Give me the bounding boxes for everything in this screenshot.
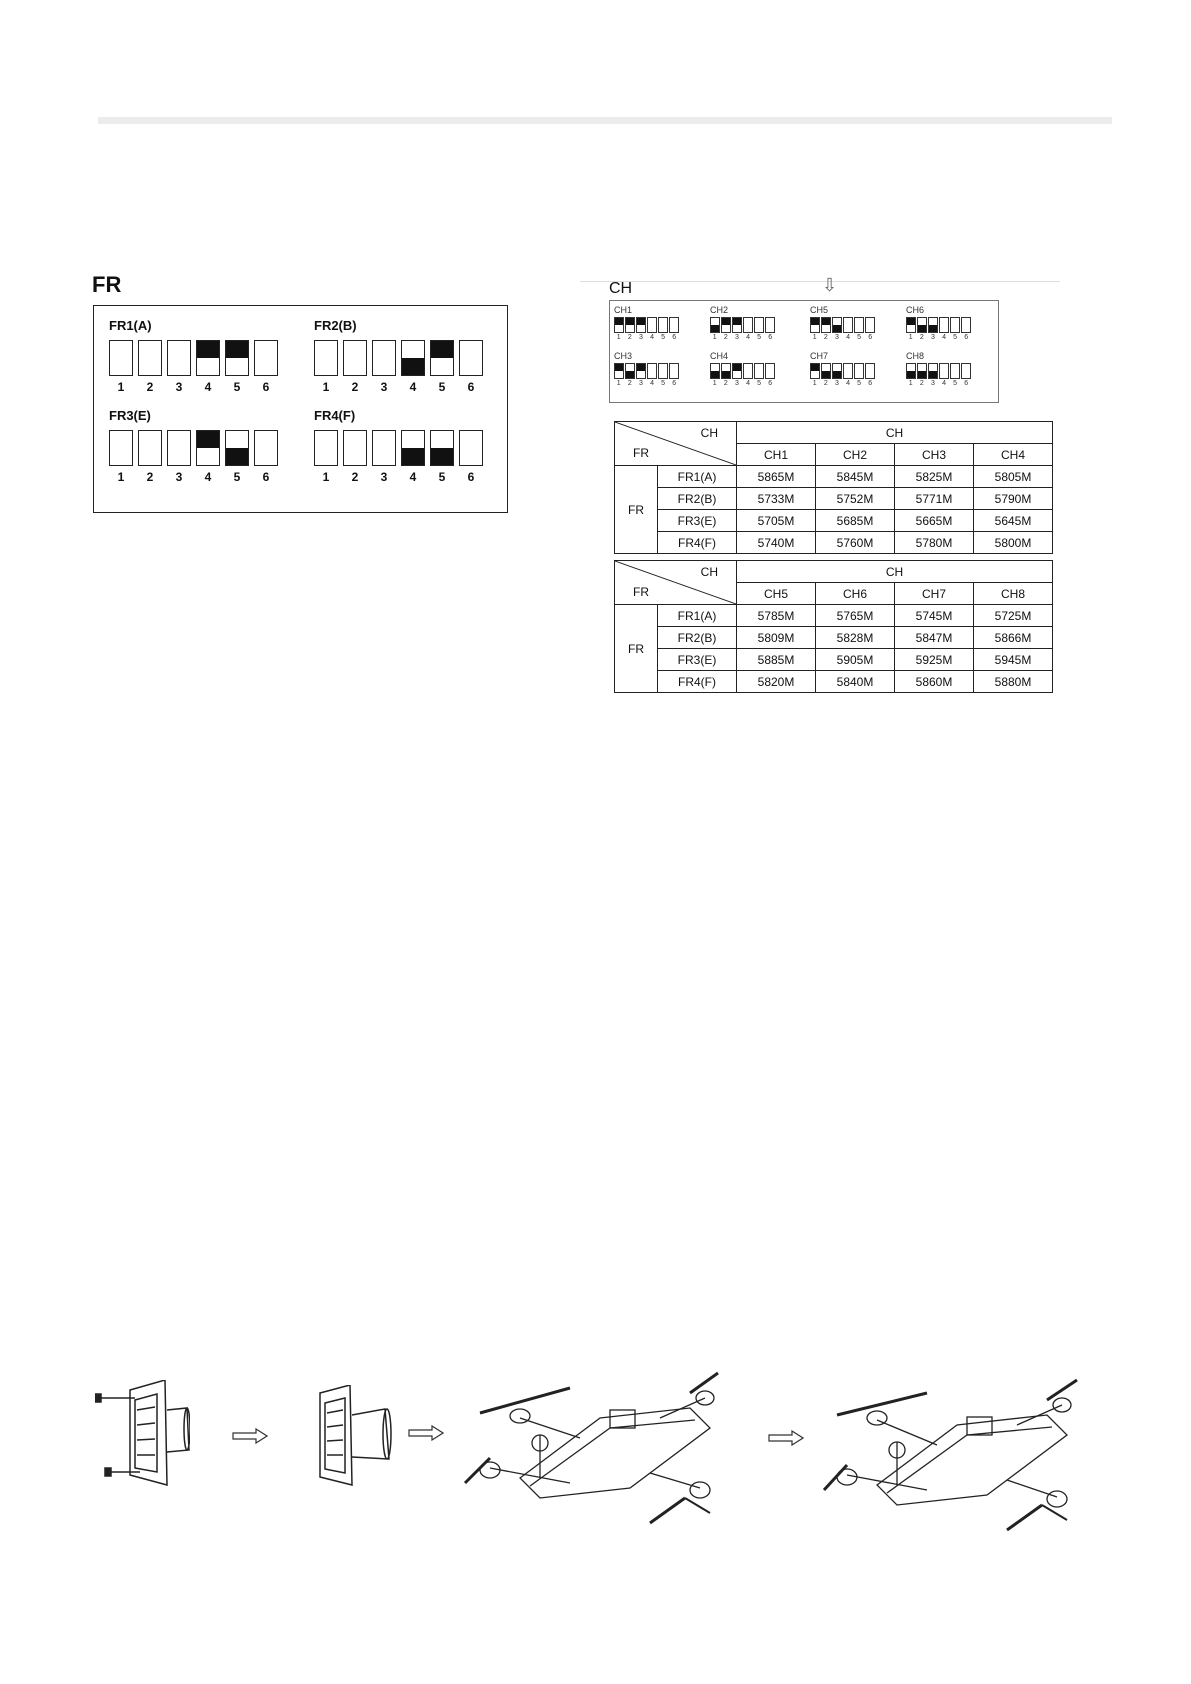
- freq-cell: 5820M: [737, 671, 816, 693]
- switch-number-row: [109, 470, 278, 484]
- mini-dip-switch: [614, 317, 624, 333]
- mini-dip-switch: [614, 363, 624, 379]
- ch-group-label: CH2: [710, 305, 729, 315]
- freq-cell: 5885M: [737, 649, 816, 671]
- switch-number: 6: [868, 380, 873, 387]
- mini-dip-switch: [625, 317, 635, 333]
- switch-number: 2: [919, 334, 924, 341]
- switch-number: 6: [768, 334, 773, 341]
- column-header: CH7: [895, 583, 974, 605]
- switch-number: 2: [823, 380, 828, 387]
- dip-switch: [109, 340, 133, 376]
- switch-number: 6: [964, 380, 969, 387]
- column-header: CH8: [974, 583, 1053, 605]
- switch-number: 2: [723, 334, 728, 341]
- switch-number: 4: [846, 334, 850, 341]
- switch-number: 6: [672, 380, 677, 387]
- switch-number: 4: [204, 470, 212, 484]
- switch-number: 5: [233, 470, 241, 484]
- fr-row-group: FR: [615, 605, 658, 693]
- mini-switch-row: [614, 317, 679, 333]
- switch-number-row: [109, 380, 278, 394]
- mini-dip-switch: [669, 363, 679, 379]
- mini-dip-switch: [821, 317, 831, 333]
- mini-dip-switch: [647, 363, 657, 379]
- dip-switch: [109, 430, 133, 466]
- dip-switch: [459, 340, 483, 376]
- freq-cell: 5866M: [974, 627, 1053, 649]
- mini-number-row: [710, 380, 775, 387]
- dip-switch: [430, 430, 454, 466]
- frequency-table-ch1-4: [614, 421, 1053, 554]
- right-arrow-icon: [768, 1430, 804, 1446]
- row-label: FR2(B): [658, 627, 737, 649]
- quadcopter-illustration: [460, 1368, 740, 1548]
- freq-cell: 5705M: [737, 510, 816, 532]
- dip-switch: [167, 340, 191, 376]
- freq-cell: 5847M: [895, 627, 974, 649]
- table-corner: [615, 422, 737, 466]
- mini-dip-switch: [636, 317, 646, 333]
- mini-switch-row: [710, 363, 775, 379]
- switch-number: 5: [438, 470, 446, 484]
- mini-dip-switch: [832, 363, 842, 379]
- freq-cell: 5771M: [895, 488, 974, 510]
- camera-with-screws-illustration: [95, 1380, 190, 1490]
- mini-switch-row: [810, 317, 875, 333]
- switch-number: 5: [233, 380, 241, 394]
- mini-switch-row: [906, 317, 971, 333]
- mini-dip-switch: [754, 317, 764, 333]
- switch-number: 3: [734, 334, 739, 341]
- mini-switch-row: [906, 363, 971, 379]
- dip-switch: [314, 430, 338, 466]
- switch-number: 1: [812, 380, 817, 387]
- freq-cell: 5925M: [895, 649, 974, 671]
- switch-number: 3: [834, 380, 839, 387]
- switch-number: 5: [953, 334, 958, 341]
- switch-number: 1: [712, 334, 717, 341]
- dip-switch: [225, 430, 249, 466]
- mini-dip-switch: [658, 363, 668, 379]
- switch-number: 4: [204, 380, 212, 394]
- column-header: CH3: [895, 444, 974, 466]
- table-corner: [615, 561, 737, 605]
- switch-number-row: [314, 470, 483, 484]
- switch-number: 3: [638, 380, 643, 387]
- freq-cell: 5665M: [895, 510, 974, 532]
- freq-cell: 5740M: [737, 532, 816, 554]
- switch-number: 3: [834, 334, 839, 341]
- switch-number: 4: [942, 380, 946, 387]
- dip-switch: [138, 340, 162, 376]
- row-label: FR4(F): [658, 532, 737, 554]
- switch-number: 4: [650, 334, 654, 341]
- freq-cell: 5745M: [895, 605, 974, 627]
- mini-dip-switch: [732, 363, 742, 379]
- dip-switch: [196, 430, 220, 466]
- down-arrow-icon: ⇩: [822, 275, 838, 295]
- frequency-table-ch5-8: [614, 560, 1053, 693]
- switch-number: 2: [351, 380, 359, 394]
- mini-dip-switch: [854, 317, 864, 333]
- switch-number: 4: [746, 380, 750, 387]
- switch-number: 1: [616, 334, 621, 341]
- dip-switch: [343, 340, 367, 376]
- dip-switch: [430, 340, 454, 376]
- mini-number-row: [906, 380, 971, 387]
- switch-number: 1: [117, 380, 125, 394]
- ch-group-label: CH7: [810, 351, 829, 361]
- mini-dip-switch: [832, 317, 842, 333]
- switch-number: 6: [262, 470, 270, 484]
- ch-group-label: CH1: [614, 305, 633, 315]
- freq-cell: 5733M: [737, 488, 816, 510]
- ch-group-label: CH8: [906, 351, 925, 361]
- corner-ch-label: CH: [700, 426, 718, 440]
- mini-number-row: [710, 334, 775, 341]
- fr-title: FR: [92, 272, 122, 297]
- fr-dip-panel: [93, 305, 508, 513]
- switch-number: 5: [661, 334, 666, 341]
- mini-number-row: [810, 380, 875, 387]
- mini-dip-switch: [961, 317, 971, 333]
- fr-group-label: FR2(B): [314, 318, 357, 333]
- ch-header: CH: [737, 561, 1053, 583]
- freq-cell: 5809M: [737, 627, 816, 649]
- switch-number: 6: [672, 334, 677, 341]
- freq-cell: 5645M: [974, 510, 1053, 532]
- mini-dip-switch: [710, 363, 720, 379]
- dip-switch-row: [314, 430, 483, 466]
- column-header: CH6: [816, 583, 895, 605]
- switch-number: 1: [322, 380, 330, 394]
- freq-cell: 5840M: [816, 671, 895, 693]
- fr-group-label: FR4(F): [314, 408, 356, 423]
- mini-dip-switch: [721, 317, 731, 333]
- mini-dip-switch: [810, 363, 820, 379]
- row-label: FR2(B): [658, 488, 737, 510]
- dip-switch-row: [314, 340, 483, 376]
- switch-number: 2: [627, 334, 632, 341]
- switch-number: 3: [175, 470, 183, 484]
- freq-cell: 5805M: [974, 466, 1053, 488]
- column-header: CH1: [737, 444, 816, 466]
- freq-cell: 5785M: [737, 605, 816, 627]
- dip-switch: [138, 430, 162, 466]
- freq-cell: 5880M: [974, 671, 1053, 693]
- right-arrow-icon: [408, 1425, 444, 1441]
- switch-number: 5: [661, 380, 666, 387]
- switch-number: 6: [868, 334, 873, 341]
- switch-number: 2: [146, 470, 154, 484]
- mini-dip-switch: [743, 317, 753, 333]
- row-label: FR1(A): [658, 605, 737, 627]
- switch-number: 5: [857, 380, 862, 387]
- mini-dip-switch: [732, 317, 742, 333]
- corner-ch-label: CH: [700, 565, 718, 579]
- fr-row-group: FR: [615, 466, 658, 554]
- dip-switch: [401, 430, 425, 466]
- header-rule: [98, 117, 1112, 124]
- switch-number: 5: [438, 380, 446, 394]
- dip-switch: [343, 430, 367, 466]
- switch-number: 3: [734, 380, 739, 387]
- right-arrow-icon: [232, 1428, 268, 1444]
- mini-dip-switch: [658, 317, 668, 333]
- switch-number: 3: [638, 334, 643, 341]
- switch-number: 4: [409, 470, 417, 484]
- dip-switch: [401, 340, 425, 376]
- freq-cell: 5800M: [974, 532, 1053, 554]
- row-label: FR4(F): [658, 671, 737, 693]
- freq-cell: 5725M: [974, 605, 1053, 627]
- dip-switch-row: [109, 430, 278, 466]
- dip-switch: [167, 430, 191, 466]
- freq-cell: 5765M: [816, 605, 895, 627]
- switch-number: 1: [812, 334, 817, 341]
- mini-dip-switch: [765, 317, 775, 333]
- freq-cell: 5752M: [816, 488, 895, 510]
- ch-group-label: CH6: [906, 305, 925, 315]
- switch-number: 5: [953, 380, 958, 387]
- freq-cell: 5945M: [974, 649, 1053, 671]
- switch-number: 1: [322, 470, 330, 484]
- mini-dip-switch: [906, 363, 916, 379]
- freq-cell: 5865M: [737, 466, 816, 488]
- freq-cell: 5760M: [816, 532, 895, 554]
- camera-mount-illustration: [315, 1385, 395, 1490]
- dip-switch-row: [109, 340, 278, 376]
- mini-dip-switch: [950, 317, 960, 333]
- freq-cell: 5845M: [816, 466, 895, 488]
- mini-dip-switch: [647, 317, 657, 333]
- dip-switch: [372, 430, 396, 466]
- switch-number: 4: [846, 380, 850, 387]
- mini-dip-switch: [939, 363, 949, 379]
- ch-dip-panel: [609, 300, 999, 403]
- mini-dip-switch: [854, 363, 864, 379]
- switch-number: 3: [175, 380, 183, 394]
- switch-number: 3: [380, 380, 388, 394]
- dip-switch: [314, 340, 338, 376]
- mini-switch-row: [614, 363, 679, 379]
- ch-header: CH: [737, 422, 1053, 444]
- switch-number: 3: [380, 470, 388, 484]
- mini-dip-switch: [765, 363, 775, 379]
- switch-number: 2: [823, 334, 828, 341]
- switch-number: 5: [757, 380, 762, 387]
- quadcopter-with-camera-illustration: [822, 1375, 1102, 1550]
- mini-number-row: [614, 380, 679, 387]
- freq-cell: 5905M: [816, 649, 895, 671]
- ch-group-label: CH3: [614, 351, 633, 361]
- mini-dip-switch: [917, 363, 927, 379]
- mini-dip-switch: [917, 317, 927, 333]
- switch-number: 6: [262, 380, 270, 394]
- mini-number-row: [906, 334, 971, 341]
- mini-number-row: [810, 334, 875, 341]
- mini-dip-switch: [625, 363, 635, 379]
- switch-number: 6: [467, 470, 475, 484]
- mini-dip-switch: [843, 317, 853, 333]
- corner-fr-label: FR: [633, 585, 649, 599]
- mini-number-row: [614, 334, 679, 341]
- switch-number: 3: [930, 380, 935, 387]
- corner-fr-label: FR: [633, 446, 649, 460]
- switch-number: 2: [146, 380, 154, 394]
- mini-dip-switch: [810, 317, 820, 333]
- switch-number: 3: [930, 334, 935, 341]
- mini-dip-switch: [865, 317, 875, 333]
- dip-switch: [196, 340, 220, 376]
- mini-dip-switch: [939, 317, 949, 333]
- freq-cell: 5780M: [895, 532, 974, 554]
- switch-number: 4: [650, 380, 654, 387]
- switch-number: 6: [964, 334, 969, 341]
- mini-dip-switch: [821, 363, 831, 379]
- mini-dip-switch: [721, 363, 731, 379]
- ch-divider: [580, 281, 1060, 282]
- freq-cell: 5685M: [816, 510, 895, 532]
- mini-dip-switch: [865, 363, 875, 379]
- dip-switch: [254, 430, 278, 466]
- ch-title: CH: [609, 280, 633, 297]
- fr-group-label: FR1(A): [109, 318, 152, 333]
- switch-number: 1: [908, 334, 913, 341]
- switch-number: 2: [627, 380, 632, 387]
- switch-number: 1: [616, 380, 621, 387]
- mini-dip-switch: [669, 317, 679, 333]
- ch-group-label: CH4: [710, 351, 729, 361]
- freq-cell: 5860M: [895, 671, 974, 693]
- switch-number: 5: [857, 334, 862, 341]
- freq-cell: 5790M: [974, 488, 1053, 510]
- switch-number: 5: [757, 334, 762, 341]
- column-header: CH4: [974, 444, 1053, 466]
- switch-number-row: [314, 380, 483, 394]
- mini-dip-switch: [636, 363, 646, 379]
- mini-switch-row: [810, 363, 875, 379]
- switch-number: 6: [467, 380, 475, 394]
- mini-switch-row: [710, 317, 775, 333]
- switch-number: 2: [723, 380, 728, 387]
- ch-group-label: CH5: [810, 305, 829, 315]
- mini-dip-switch: [710, 317, 720, 333]
- mini-dip-switch: [950, 363, 960, 379]
- switch-number: 1: [908, 380, 913, 387]
- switch-number: 1: [117, 470, 125, 484]
- switch-number: 6: [768, 380, 773, 387]
- dip-switch: [254, 340, 278, 376]
- switch-number: 1: [712, 380, 717, 387]
- mini-dip-switch: [843, 363, 853, 379]
- mini-dip-switch: [961, 363, 971, 379]
- column-header: CH5: [737, 583, 816, 605]
- switch-number: 4: [409, 380, 417, 394]
- mini-dip-switch: [928, 363, 938, 379]
- switch-number: 4: [746, 334, 750, 341]
- dip-switch: [372, 340, 396, 376]
- row-label: FR1(A): [658, 466, 737, 488]
- row-label: FR3(E): [658, 649, 737, 671]
- mini-dip-switch: [928, 317, 938, 333]
- fr-group-label: FR3(E): [109, 408, 151, 423]
- switch-number: 2: [919, 380, 924, 387]
- switch-number: 4: [942, 334, 946, 341]
- mini-dip-switch: [743, 363, 753, 379]
- switch-number: 2: [351, 470, 359, 484]
- column-header: CH2: [816, 444, 895, 466]
- dip-switch: [225, 340, 249, 376]
- freq-cell: 5825M: [895, 466, 974, 488]
- row-label: FR3(E): [658, 510, 737, 532]
- mini-dip-switch: [754, 363, 764, 379]
- mini-dip-switch: [906, 317, 916, 333]
- dip-switch: [459, 430, 483, 466]
- freq-cell: 5828M: [816, 627, 895, 649]
